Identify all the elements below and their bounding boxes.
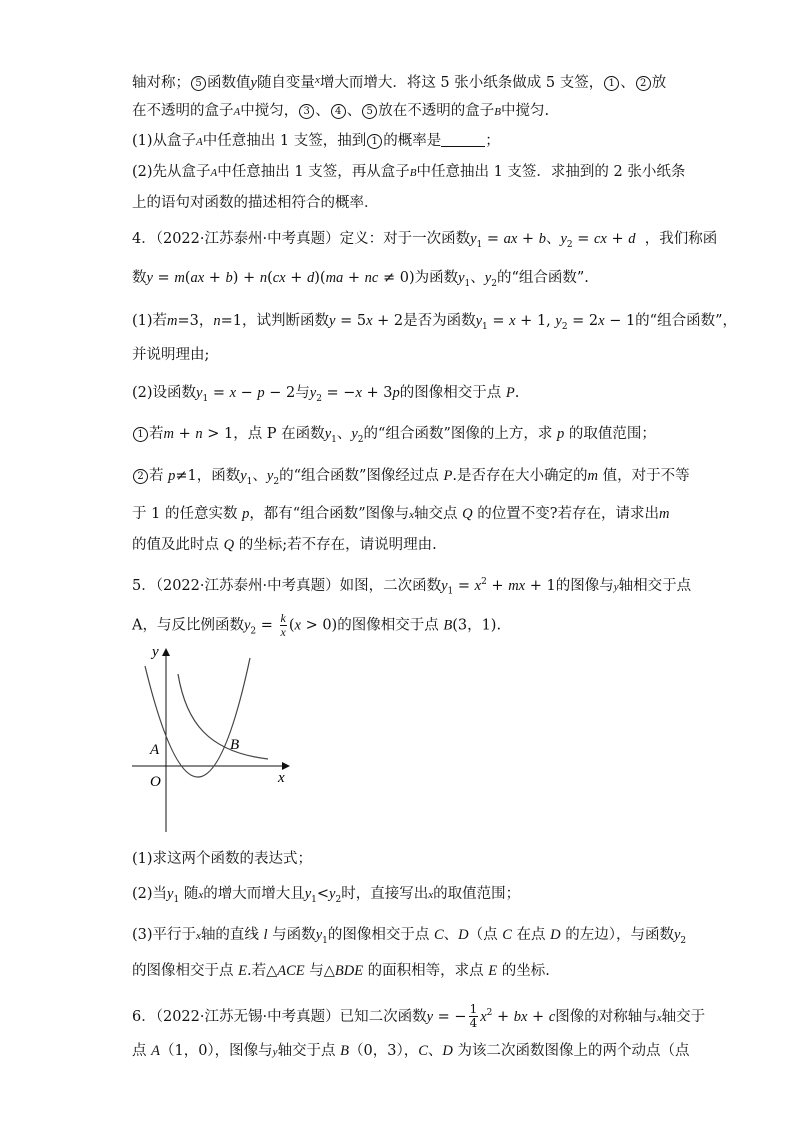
x-axis-arrow bbox=[282, 762, 290, 770]
y-axis-arrow bbox=[162, 648, 170, 656]
origin-label: O bbox=[150, 774, 161, 790]
x-axis-label: x bbox=[278, 770, 285, 786]
text-line: 轴对称； 5 函数值y随自变量$^x$增大而增大．将这 5 张小纸条做成 5 支签， 1 、 2 放 bbox=[132, 74, 667, 91]
text-line: 的值及此时点 Q 的坐标;若不存在，请说明理由. bbox=[132, 537, 437, 553]
question-6-heading: 6．（2022·江苏无锡·中考真题）已知二次函数y = − $\frac{1}{4}$ $x^2$ + bx + c图像的对称轴与x轴交于 bbox=[132, 1002, 706, 1031]
hyperbola-curve bbox=[178, 674, 268, 759]
question-3-part-1: (1)从盒子A中任意抽出 1 支签，抽到 1 的概率是 ； bbox=[132, 133, 500, 149]
text-line: 在不透明的盒子A中搅匀， 3 、 4 、 5 放在不透明的盒子B中搅匀. bbox=[132, 103, 550, 119]
parabola-curve bbox=[145, 658, 250, 777]
question-4-part-1: (1)若m=3，n=1，试判断函数y = 5x + 2是否为函数$y_1 = x + 1$, $y_2 = 2x - 1$的“组合函数”， bbox=[132, 313, 738, 332]
text-line: 并说明理由; bbox=[132, 347, 210, 363]
point-b-label: B bbox=[230, 737, 240, 753]
point-a-label: A bbox=[150, 742, 160, 758]
text-line: 点 A（1，0），图像与y轴交于点 B（0，3），C、D 为该二次函数图像上的两个动点（点 bbox=[132, 1043, 690, 1059]
question-5-part-2: (2)当$y_1$ 随x的增大而增大且$y_1<y_2$时，直接写出x的取值范围； bbox=[132, 886, 521, 905]
text-line: A，与反比例函数$y_2$ = $\frac{k}{x}$ (x > 0)的图像相交于点 B(3，1). bbox=[132, 611, 502, 639]
question-5-heading: 5．（2022·江苏泰州·中考真题）如图，二次函数$y_1 = x^2$ + mx + 1的图像与y轴相交于点 bbox=[132, 577, 692, 597]
text-line: 的图像相交于点 E.若△ACE 与△BDE 的面积相等，求点 E 的坐标. bbox=[132, 963, 550, 979]
text-line: 于 1 的任意实数 p，都有“组合函数”图像与x轴交点 Q 的位置不变?若存在，请求出m bbox=[132, 506, 670, 522]
text-line: 上的语句对函数的描述相符合的概率． bbox=[132, 195, 379, 211]
question-4-part-2: (2)设函数$y_1 = x - p - 2$与$y_2 = -x + 3p$的图像相交于点 P. bbox=[132, 385, 520, 404]
answer-blank[interactable] bbox=[441, 132, 485, 147]
function-graph bbox=[128, 642, 298, 832]
y-axis-label: y bbox=[152, 644, 159, 660]
question-3-part-2: (2)先从盒子A中任意抽出 1 支签，再从盒子B中任意抽出 1 支签．求抽到的 2 张小纸条 bbox=[132, 164, 686, 180]
question-5-part-1: (1)求这两个函数的表达式； bbox=[132, 851, 313, 867]
question-4-part-2-2: 2 若 p≠1，函数$y_1$、$y_2$的“组合函数”图像经过点 P.是否存在大小确定的m 值，对于不等 bbox=[132, 466, 690, 492]
question-5-part-3: (3)平行于x轴的直线 l 与函数$y_1$的图像相交于点 C、D（点 C 在点 D 的左边），与函数$y_2$ bbox=[132, 927, 687, 946]
question-4-heading: 4．（2022·江苏泰州·中考真题）定义：对于一次函数$y_1$ = ax + b、$y_2$ = cx + d ，我们称函 bbox=[132, 231, 718, 250]
question-4-part-2-1: 1 若m + n > 1，点 P 在函数$y_1$、$y_2$的“组合函数”图像的上方，求 p 的取值范围； bbox=[132, 424, 656, 450]
text-line: 数y = m(ax + b) + n(cx + d)(ma + nc ≠ 0)为函数$y_1$、$y_2$的“组合函数”. bbox=[132, 270, 589, 289]
